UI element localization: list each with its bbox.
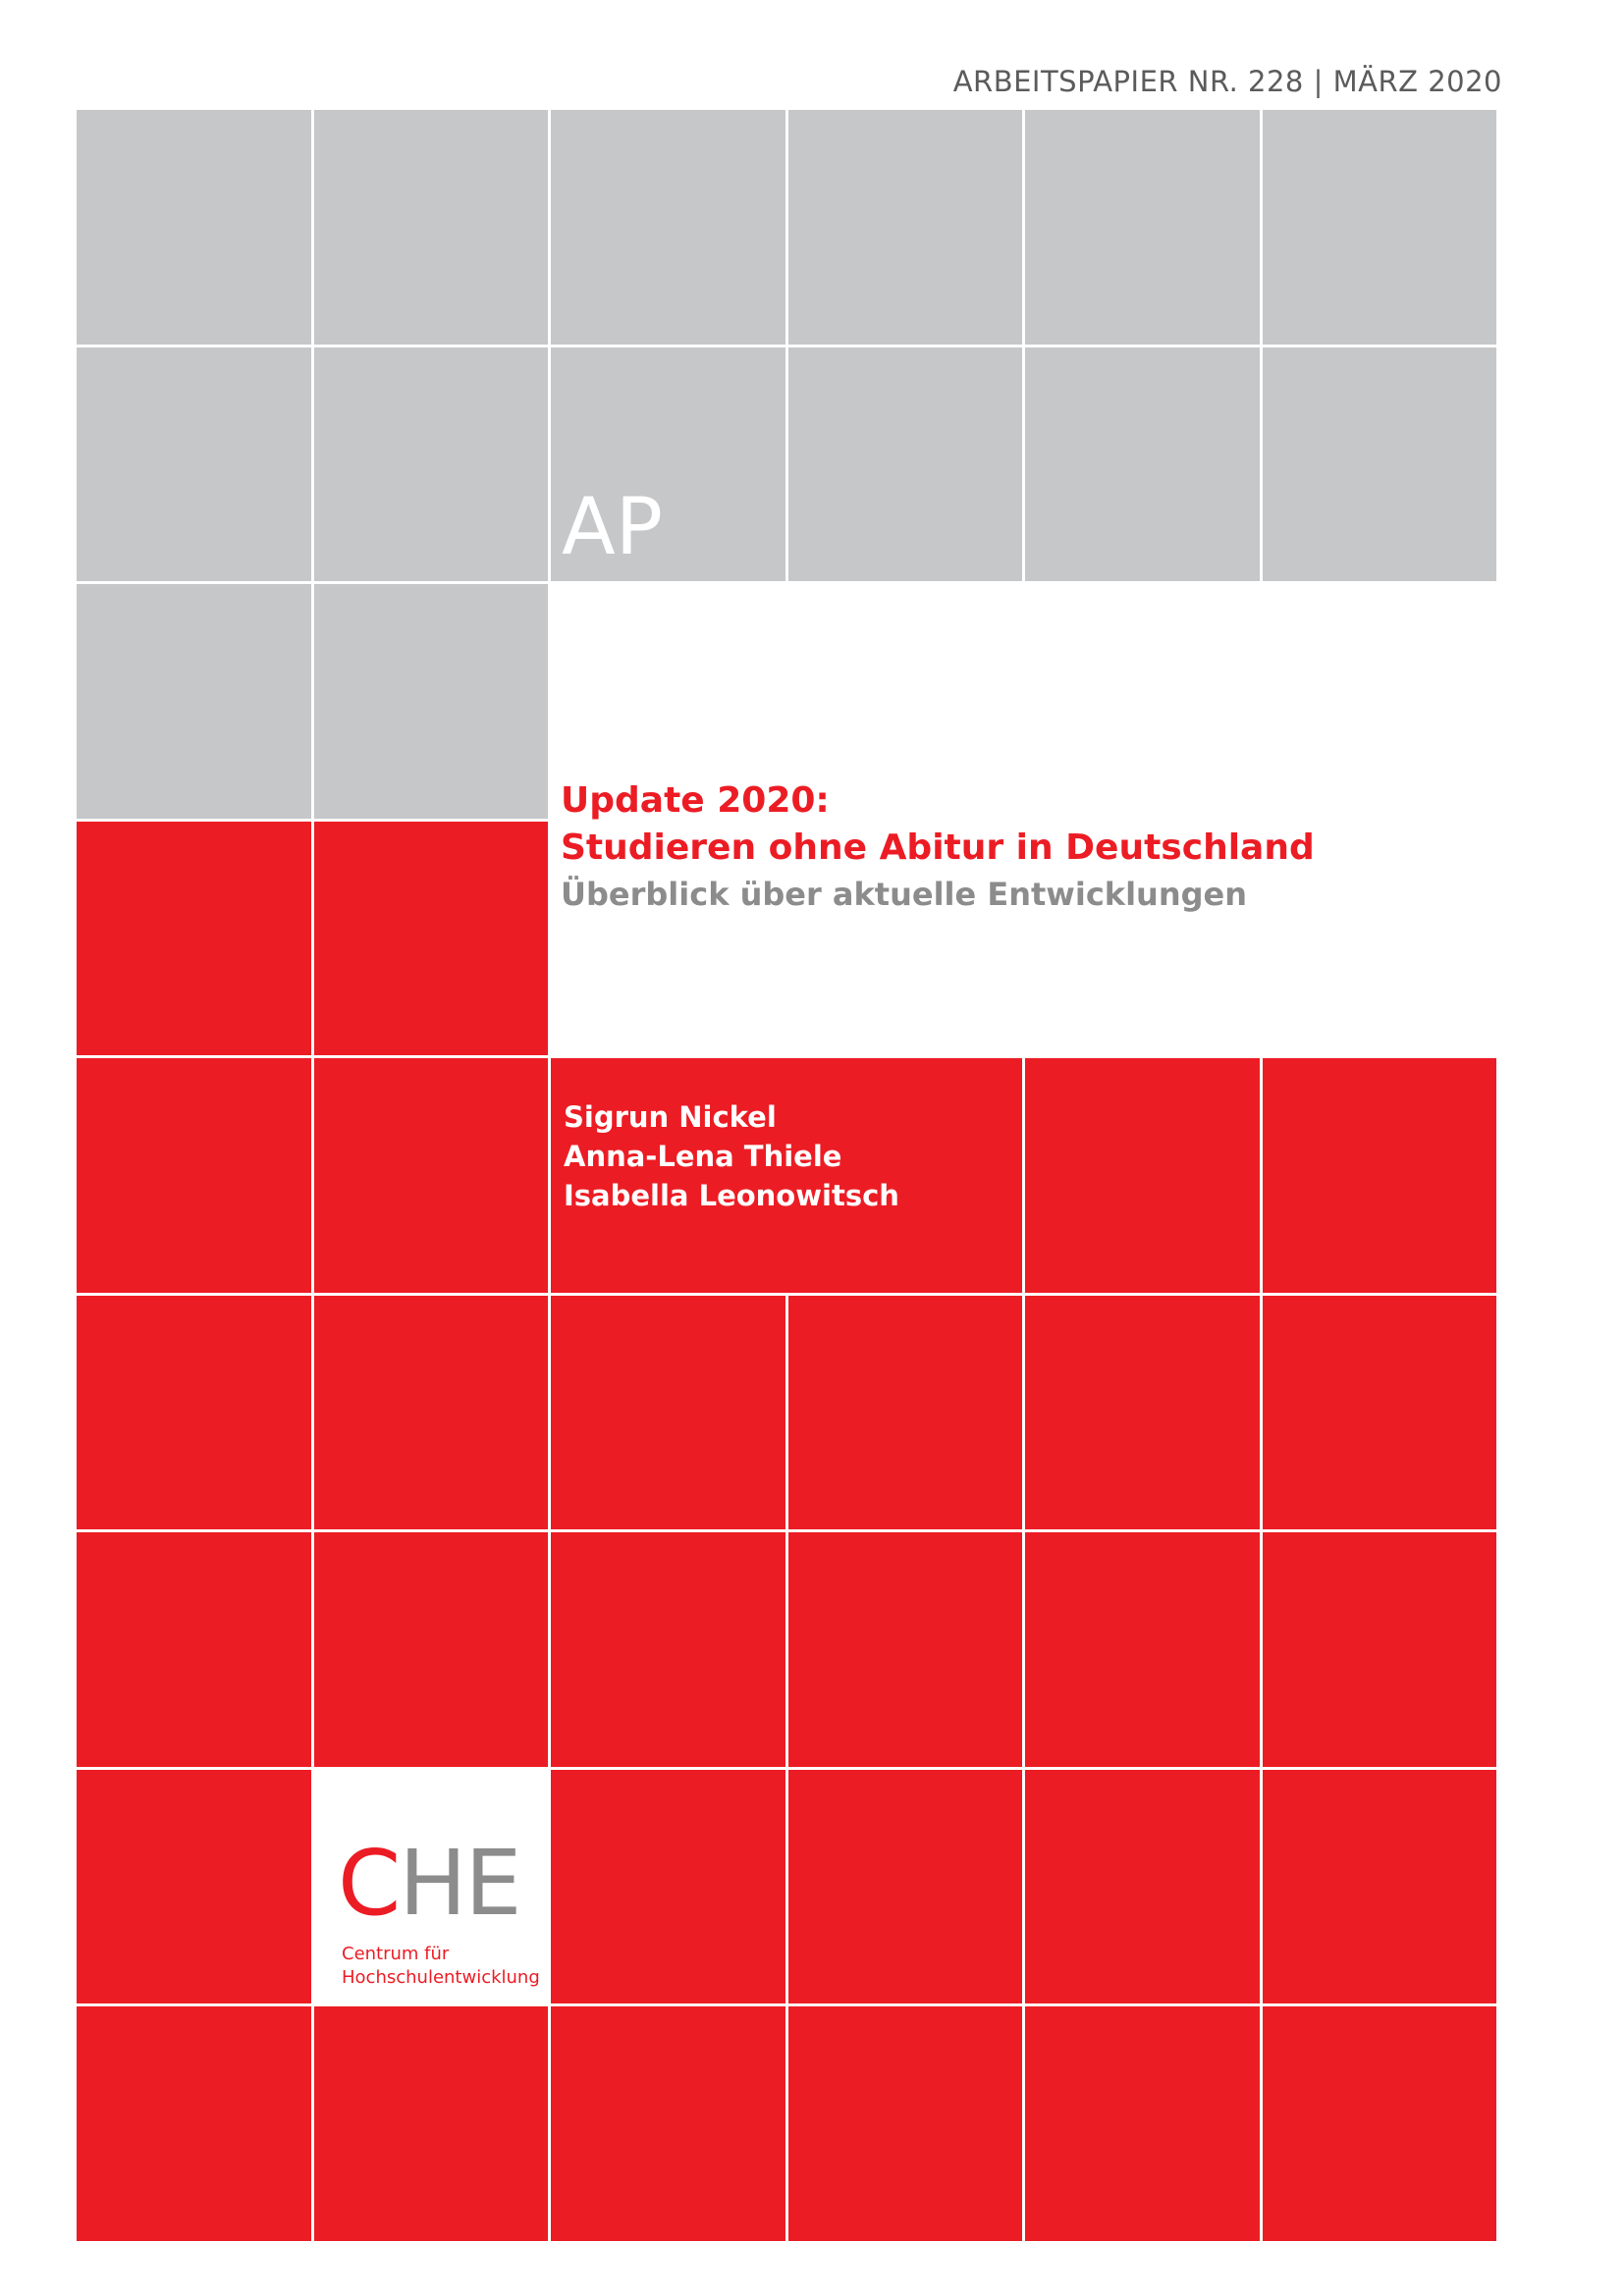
author-name: Isabella Leonowitsch: [564, 1179, 899, 1212]
title-line-2: Studieren ohne Abitur in Deutschland: [561, 828, 1315, 868]
red-tile: [1025, 1058, 1260, 1293]
grey-tile: [788, 347, 1023, 582]
red-tile: [1025, 1532, 1260, 1767]
red-tile: [77, 1770, 311, 2004]
red-tile: [788, 1770, 1023, 2004]
grey-tile: [788, 110, 1023, 345]
logo-wordmark: [338, 1831, 520, 1936]
grey-tile: [77, 347, 311, 582]
grey-tile: [77, 110, 311, 345]
title-block: [561, 777, 1444, 917]
grey-tile: [77, 584, 311, 819]
logo-subtitle-line-1: Centrum für: [342, 1944, 450, 1964]
grey-tile: [1263, 347, 1497, 582]
logo-letter-c: C: [338, 1831, 400, 1936]
red-tile: [551, 2006, 785, 2241]
grey-tile: [314, 110, 549, 345]
red-tile: [1263, 1770, 1497, 2004]
logo-subtitle-line-2: Hochschulentwicklung: [342, 1967, 540, 1988]
red-tile: [1263, 1532, 1497, 1767]
red-tile: [77, 822, 311, 1056]
red-tile: [314, 2006, 549, 2241]
red-tile: [551, 1296, 785, 1530]
red-tile: [314, 822, 549, 1056]
red-tile: [77, 1058, 311, 1293]
red-tile: [77, 1532, 311, 1767]
grey-tile: [314, 347, 549, 582]
red-tile: [551, 1532, 785, 1767]
logo-subtitle: [342, 1943, 540, 1990]
grey-tile: [314, 584, 549, 819]
grey-tile: [1263, 110, 1497, 345]
logo-letters-he: HE: [399, 1831, 520, 1936]
red-tile: [77, 2006, 311, 2241]
red-tile: [1263, 1058, 1497, 1293]
grey-tile: [551, 110, 785, 345]
red-tile: [551, 1770, 785, 2004]
che-logo: [316, 1770, 551, 2004]
grey-tile: [1025, 347, 1260, 582]
author-list: [564, 1097, 899, 1215]
title-line-1: Update 2020:: [561, 780, 830, 821]
author-name: Anna-Lena Thiele: [564, 1140, 842, 1173]
red-tile: [314, 1532, 549, 1767]
author-name: Sigrun Nickel: [564, 1100, 777, 1134]
red-tile: [1263, 2006, 1497, 2241]
red-tile: [77, 1296, 311, 1530]
type-abbreviation: AP: [562, 481, 663, 572]
red-tile: [1263, 1296, 1497, 1530]
red-tile: [788, 2006, 1023, 2241]
red-tile: [314, 1296, 549, 1530]
grey-tile: [1025, 110, 1260, 345]
red-tile: [1025, 1770, 1260, 2004]
red-tile: [788, 1532, 1023, 1767]
red-tile: [788, 1296, 1023, 1530]
series-label: ARBEITSPAPIER NR. 228 | MÄRZ 2020: [952, 65, 1502, 98]
red-tile: [1025, 2006, 1260, 2241]
red-tile: [314, 1058, 549, 1293]
red-tile: [1025, 1296, 1260, 1530]
subtitle: Überblick über aktuelle Entwicklungen: [561, 876, 1247, 913]
